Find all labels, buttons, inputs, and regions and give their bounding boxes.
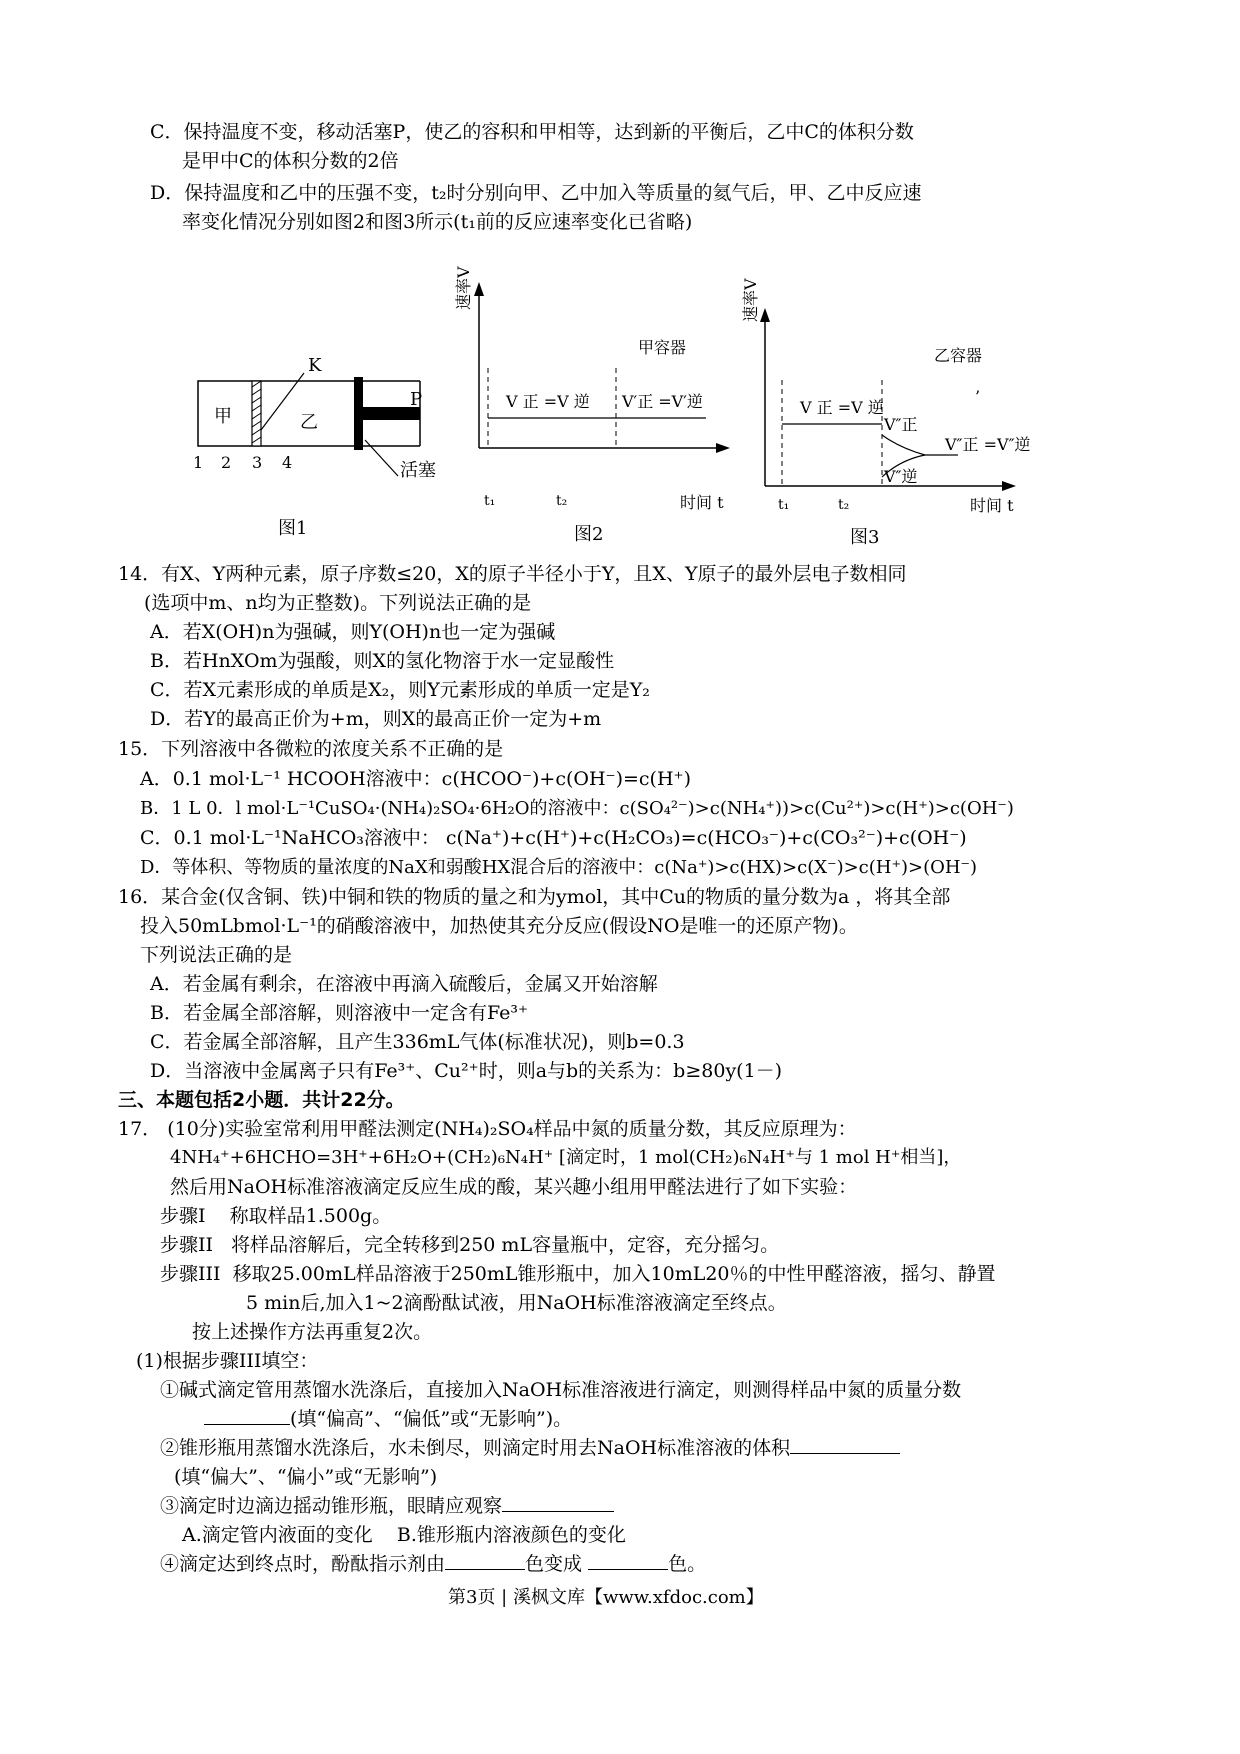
fig3-ylabel: 速率V: [741, 278, 760, 322]
fig1-k-label: K: [308, 355, 322, 376]
q17-item1-line1: ①碱式滴定管用蒸馏水洗涤后，直接加入NaOH标准溶液进行滴定，则测得样品中氮的质量分数: [160, 1379, 962, 1401]
fig2-xlabel: 时间 t: [680, 493, 724, 512]
fig1-piston-label: 活塞: [400, 460, 436, 481]
q14-option-b: B．若HnXOm为强酸，则X的氢化物溶于水一定显酸性: [150, 650, 615, 672]
q17-item2-line1: [160, 1435, 900, 1461]
fig1-scale-1: 1: [193, 453, 204, 472]
q13-option-d-line1: D．保持温度和乙中的压强不变，t₂时分别向甲、乙中加入等质量的氦气后，甲、乙中反应速: [150, 182, 922, 204]
q14-stem-line2: (选项中m、n均为正整数)。下列说法正确的是: [144, 592, 532, 614]
fig2-seg1-label: V 正 =V 逆: [506, 392, 590, 411]
q13-option-c-line1: C．保持温度不变，移动活塞P，使乙的容积和甲相等，达到新的平衡后，乙中C的体积分数: [150, 121, 914, 143]
q16-stem-line2: 投入50mLbmol·L⁻¹的硝酸溶液中，加热使其充分反应(假设NO是唯一的还原产物)。: [140, 915, 858, 937]
q15-option-c: C．0.1 mol·L⁻¹NaHCO₃溶液中： c(Na⁺)+c(H⁺)+c(H₂CO₃)=c(HCO₃⁻)+c(CO₃²⁻)+c(OH⁻): [140, 827, 967, 849]
fig1-scale-4: 4: [282, 453, 293, 472]
q17-step3-line1: 步骤III 移取25.00mL样品溶液于250mL锥形瓶中，加入10mL20％的中性甲醛溶液，摇匀、静置: [160, 1263, 996, 1285]
q17-item3-options: A.滴定管内液面的变化 B.锥形瓶内溶液颜色的变化: [182, 1524, 626, 1546]
answer-blank-3[interactable]: [502, 1493, 614, 1512]
fig1-scale-3: 3: [252, 453, 263, 472]
q17-item3-text: ③滴定时边滴边摇动锥形瓶，眼睛应观察: [160, 1495, 503, 1517]
q15-stem: 15．下列溶液中各微粒的浓度关系不正确的是: [118, 738, 504, 760]
q17-item3-line: [160, 1493, 614, 1519]
answer-blank-2[interactable]: [790, 1435, 900, 1454]
q16-option-b: B．若金属全部溶解，则溶液中一定含有Fe³⁺: [150, 1002, 528, 1024]
fig3-upper-label: V″正: [884, 415, 918, 434]
figure-2-rate-graph: [454, 266, 730, 545]
fig1-caption: 图1: [278, 518, 308, 539]
q17-item1-hint: (填“偏高”、“偏低”或“无影响”)。: [290, 1408, 573, 1430]
answer-blank-1[interactable]: [204, 1406, 290, 1425]
q17-part1-heading: (1)根据步骤III填空：: [136, 1350, 319, 1372]
q17-item4-end: 色。: [668, 1553, 707, 1575]
q17-item4-line: [160, 1551, 706, 1577]
fig2-seg2-label: V′正 =V′逆: [622, 392, 703, 411]
q17-step1: 步骤I 称取样品1.500g。: [160, 1205, 392, 1227]
fig2-caption: 图2: [574, 524, 604, 545]
q14-stem-line1: 14．有X、Y两种元素，原子序数≤20，X的原子半径小于Y，且X、Y原子的最外层电子数相同: [118, 563, 907, 585]
q16-option-a: A．若金属有剩余，在溶液中再滴入硫酸后，金属又开始溶解: [150, 973, 658, 995]
fig3-title: 乙容器: [934, 346, 983, 365]
q17-item4-mid: 色变成: [525, 1553, 583, 1575]
fig2-ylabel: 速率V: [454, 266, 473, 310]
fig3-caption: 图3: [850, 527, 880, 548]
q14-option-c: C．若X元素形成的单质是X₂，则Y元素形成的单质一定是Y₂: [150, 679, 650, 701]
q14-option-d: D．若Y的最高正价为+m，则X的最高正价一定为+m: [150, 708, 602, 730]
answer-blank-4[interactable]: [445, 1551, 525, 1570]
q16-option-d: D．当溶液中金属离子只有Fe³⁺、Cu²⁺时，则a与b的关系为：b≥80y(1－): [150, 1060, 783, 1082]
page-footer: 第3页 | 溪枫文库【www.xfdoc.com】: [448, 1587, 764, 1608]
q13-option-d-line2: 率变化情况分别如图2和图3所示(t₁前的反应速率变化已省略): [182, 211, 693, 233]
q16-stem-line1: 16．某合金(仅含铜、铁)中铜和铁的物质的量之和为ymol，其中Cu的物质的量分数为a ，将其全部: [118, 886, 951, 908]
q17-item1-line2: [204, 1406, 572, 1432]
fig1-right-label: 乙: [300, 412, 318, 433]
q17-then: 然后用NaOH标准溶液滴定反应生成的酸，某兴趣小组用甲醛法进行了如下实验：: [170, 1176, 858, 1198]
q15-option-d: D．等体积、等物质的量浓度的NaX和弱酸HX混合后的溶液中：c(Na⁺)>c(HX)>c(X⁻)>c(H⁺)>(OH⁻): [140, 857, 978, 878]
q14-option-a: A．若X(OH)n为强碱，则Y(OH)n也一定为强碱: [150, 621, 556, 643]
fig2-t1: t₁: [484, 493, 496, 509]
answer-blank-5[interactable]: [588, 1551, 668, 1570]
q16-option-c: C．若金属全部溶解，且产生336mL气体(标准状况)，则b=0.3: [150, 1031, 685, 1053]
q17-equation: 4NH₄⁺+6HCHO=3H⁺+6H₂O+(CH₂)₆N₄H⁺ [滴定时，1 mol(CH₂)₆N₄H⁺与 1 mol H⁺相当]，: [170, 1147, 962, 1168]
fig3-lower-label: V″逆: [884, 467, 918, 486]
fig1-left-label: 甲: [214, 406, 232, 427]
fig2-title: 甲容器: [638, 338, 687, 357]
fig3-xlabel: 时间 t: [970, 496, 1014, 515]
fig3-eq-label: V″正 =V″逆: [945, 435, 1031, 454]
fig2-t2: t₂: [556, 493, 568, 509]
q16-stem-line3: 下列说法正确的是: [140, 944, 293, 966]
q15-option-a: A．0.1 mol·L⁻¹ HCOOH溶液中：c(HCOO⁻)+c(OH⁻)=c(H⁺): [140, 768, 691, 790]
q17-item2-text: ②锥形瓶用蒸馏水洗涤后，水未倒尽，则滴定时用去NaOH标准溶液的体积: [160, 1437, 791, 1459]
q13-option-c-line2: 是甲中C的体积分数的2倍: [182, 150, 399, 172]
q17-item4-text: ④滴定达到终点时，酚酞指示剂由: [160, 1553, 446, 1575]
fig3-seg1-label: V 正 =V 逆: [800, 398, 884, 417]
fig3-t2: t₂: [838, 497, 850, 513]
q17-repeat: 按上述操作方法再重复2次。: [192, 1321, 433, 1343]
fig3-mark: ’: [975, 387, 981, 406]
section-3-heading: 三、本题包括2小题．共计22分。: [118, 1089, 405, 1111]
fig1-scale-2: 2: [221, 453, 232, 472]
fig3-t1: t₁: [778, 497, 790, 513]
figures: [0, 250, 1240, 560]
q17-step3-line2: 5 min后,加入1~2滴酚酞试液，用NaOH标准溶液滴定至终点。: [246, 1292, 787, 1314]
q17-stem: 17． (10分)实验室常利用甲醛法测定(NH₄)₂SO₄样品中氮的质量分数，其反应原理为：: [118, 1118, 857, 1140]
figure-3-rate-graph: [741, 278, 1031, 548]
figure-1-container-diagram: [193, 355, 436, 539]
q17-step2: 步骤II 将样品溶解后，完全转移到250 mL容量瓶中，定容，充分摇匀。: [160, 1234, 780, 1256]
q17-item2-hint: (填“偏大”、“偏小”或“无影响”): [174, 1466, 438, 1488]
fig1-p-label: P: [410, 389, 423, 410]
q15-option-b: B．1 L 0．l mol·L⁻¹CuSO₄·(NH₄)₂SO₄·6H₂O的溶液中：c(SO₄²⁻)>c(NH₄⁺))>c(Cu²⁺)>c(H⁺)>c(OH⁻): [140, 798, 1014, 819]
